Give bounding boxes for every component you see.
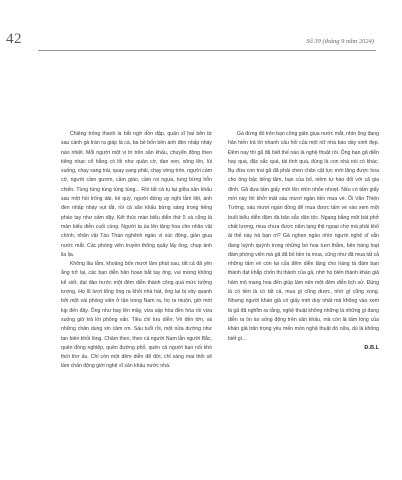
- page-number: 42: [6, 31, 22, 47]
- article-paragraph: Không lâu lắm, khoảng bốn mươi lăm phút sau, tất cả đã yên ắng trở lại, các bạn diễn hân hoan bắt tay ông, vui mừng không kể xiết, đạt đào trước một đêm diễn thành công quá mức tưởng tượng. Họ lũ lượt tổng ông ra khỏi nhà hát, ông lại bị vây quanh bởi một vài phóng viên ở tận trong Nam ra, họ ra muộn, giờ mới kịp đến đây. Ông như bay lên mây, vừa sập hòa đền hòa rồi vừa xuống giờ trả lời phỏng vấn. Tiêu chí lưu diễn: Vẻ đến lớn, và những chân dung xin cảm ơn. Sáu tuổi rồi, một nửa dường như tan biến khỏi lòng. Chăm theo, theo cả người Nam lẫn người Bắc, quên đồng nghiệp, quên đường phố, quên cả người bạn nối khó thời thơ ấu. Chỉ còn một đêm diễn để đời, chỉ sáng mai thôi sẽ làm chấn động giới nghệ sĩ sân khấu nước nhà.: [61, 261, 212, 370]
- article-paragraph: Gà đứng đó trên bạn công giản giụa nước mắt, nhìn ông đang hân hiến trả lời nhanh câu hỏi của một nữ nhà báo dày xinh đẹp. Đêm nay thì gã đã biết thế nào là nghệ thuật rồi. Ông bạn gã diễn hay quá, đặc sắc quá, tài tình quá, đúng là con nhà nòi có khác. Bụ đừa con trai gã đã phải chen chân cật lực mới lặng được hoa cho ông bậc tiếng tăm, bạn của bố, niềm tự hào đối với cả gia đình. Gã đưa tấm giấy mời lên nhìn nhỏe nhoẹt. Nếu có tấm giấy mời này thì khởi mất sáu mươi ngàn tiền mua vé. Ôi Văn Thiện Tường, sáu mươi ngàn đồng để mua được tấm vé vào xem một buổi biểu diễn đậm đà bản sắc dân tộc. Ngang bằng một bát phở chất lượng, mua chưa được năm lạng thịt ngoại chợ mà phải khổ ải thế này hả bạn ơi? Gã nghẹn ngào nhìn người nghệ sĩ vẫn đang luýnh quýnh trong những bó hoa tươi thắm, bên hàng loạt đám phóng viên mà gã đã bỏ tiền ra mua, cũng như đã mua tất cả những tấm vé còn lại của đêm diễn tặng cho hàng tá đám bạn thành đạt khắp chốn thị thành của gã, nhờ họ biến thành khán giả hâm mộ mang hoa đến giúp làm nên một đêm diễn lịch sử. Đúng là có tiền là có tất cả, mua gì cũng được, nhờ gì cũng xong. Nhưng người khán giả có giấy mời duy nhất mà không vào xem là gã đã nghĩm ra rằng, nghệ thuật không những là những gì đang diễn ra ồn ào sống động trên sân khấu, mà còn là tấm lòng của khán giả trân trọng yêu mến món nghệ thuật đó nữa, dù là không biết gì...: [228, 131, 380, 342]
- author-signature: Đ.B.L: [364, 344, 379, 351]
- issue-label: Số 39 (tháng 9 năm 2024): [306, 38, 374, 45]
- header-divider: [38, 50, 376, 51]
- article-paragraph: Chiêng trống thanh la bắt ngờ dồn dập, quân sĩ hai bên từ sau cánh gà tràn ra giáp lá cà, ba bề bốn bên ánh đèn nhấp nháy náo nhiệt. Mỗi người một vị trí trên sân khấu, chuyển động theo tiếng nhạc cổ hằng có lối như quân cờ, đan xen, xông lên, lùi xuống, chạy sang trái, quay sang phải, chạy vòng tròn, người cầm cờ, người cầm gươm, cầm giáo, cầm roi ngựa, tung bừng hỗn chiến. Tùng tùng tùng tùng tùng... Rồi tất cả tụ lại giữa sân khấu sau một hồi trống dài, kẻ quỳ, người đứng uy nghi lẫm liệt, ánh đèn nhấp nháy vụt tắt, rồi cả sân khấu bừng sáng trong tiếng pháo tay như sấm dậy. Kết thúc màn biểu diễn thứ 5 và cũng là màn biểu diễn cuối cùng. Người ta ùa lên tặng hoa cho nhân vật chính, nhân vật Tào Tháo nghênh ngáo ví xúc động, giàn giua nước mắt. Các phóng viên truyền thông quây lấy ông, chụp ảnh lia lịa.: [61, 131, 212, 258]
- article-left-column: [61, 130, 212, 372]
- article-right-column: [228, 130, 379, 353]
